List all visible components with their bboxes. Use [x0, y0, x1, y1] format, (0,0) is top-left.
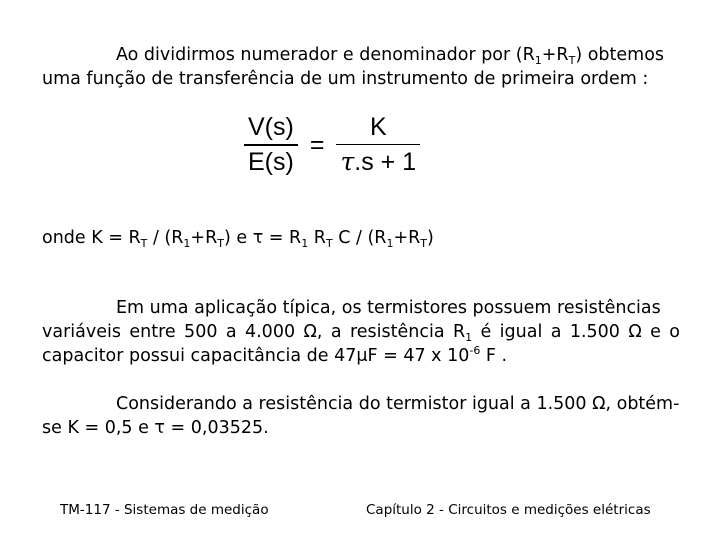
intro-paragraph [42, 43, 664, 91]
conclusion-line-1: Considerando a resistência do termistor igual a 1.500 Ω, obtém- [116, 394, 680, 414]
conclusion-line-2: se K = 0,5 e τ = 0,03525. [42, 418, 269, 438]
application-line-2 [42, 320, 680, 344]
def-part: R [308, 228, 326, 248]
equals-sign: = [309, 130, 325, 159]
superscript: -6 [469, 344, 481, 357]
subscript: T [568, 54, 576, 67]
application-line-1: Em uma aplicação típica, os termistores possuem resistências [116, 298, 661, 318]
intro-text: Ao dividirmos numerador e denominador por (R [116, 45, 535, 65]
definition-text [42, 226, 434, 250]
app-part: variáveis entre 500 a 4.000 Ω, a resistência R [42, 322, 466, 342]
transfer-function-formula [244, 112, 420, 178]
definition-line [42, 226, 434, 250]
def-part: +R [393, 228, 421, 248]
intro-text: ) obtemos [575, 45, 665, 65]
tau-symbol: τ [340, 147, 355, 177]
subscript: T [217, 237, 224, 250]
app-part: capacitor possui capacitância de 47μF = 47 x 10 [42, 346, 470, 366]
conclusion-paragraph [42, 392, 680, 440]
fraction-left [244, 113, 298, 177]
fraction-right [336, 113, 420, 178]
application-line-3 [42, 344, 680, 368]
denominator-rest: .s + 1 [354, 148, 417, 177]
subscript: T [420, 237, 428, 250]
numerator-left: V(s) [248, 113, 294, 142]
app-part: F . [480, 346, 508, 366]
application-paragraph [42, 296, 680, 368]
def-part: onde K = R [42, 228, 141, 248]
subscript: 1 [465, 331, 473, 344]
subscript: 1 [386, 237, 394, 250]
footer-left: TM-117 - Sistemas de medição [60, 502, 269, 518]
def-part: C / (R [332, 228, 387, 248]
def-part: ) e τ = R [223, 228, 302, 248]
def-part: +R [190, 228, 218, 248]
subscript: T [140, 237, 148, 250]
footer-right: Capítulo 2 - Circuitos e medições elétricas [366, 502, 651, 518]
denominator-left: E(s) [248, 147, 294, 176]
def-part: / (R [147, 228, 184, 248]
subscript: 1 [301, 237, 309, 250]
intro-line-2: uma função de transferência de um instrumento de primeira ordem : [42, 69, 649, 89]
subscript: 1 [534, 54, 542, 67]
def-part: ) [427, 228, 434, 248]
numerator-right: K [369, 112, 387, 141]
intro-line-1 [42, 43, 664, 67]
subscript: T [325, 237, 333, 250]
denominator-right [336, 145, 420, 177]
app-part: é igual a 1.500 Ω e o [472, 322, 680, 342]
intro-text: +R [541, 45, 569, 65]
subscript: 1 [183, 237, 191, 250]
